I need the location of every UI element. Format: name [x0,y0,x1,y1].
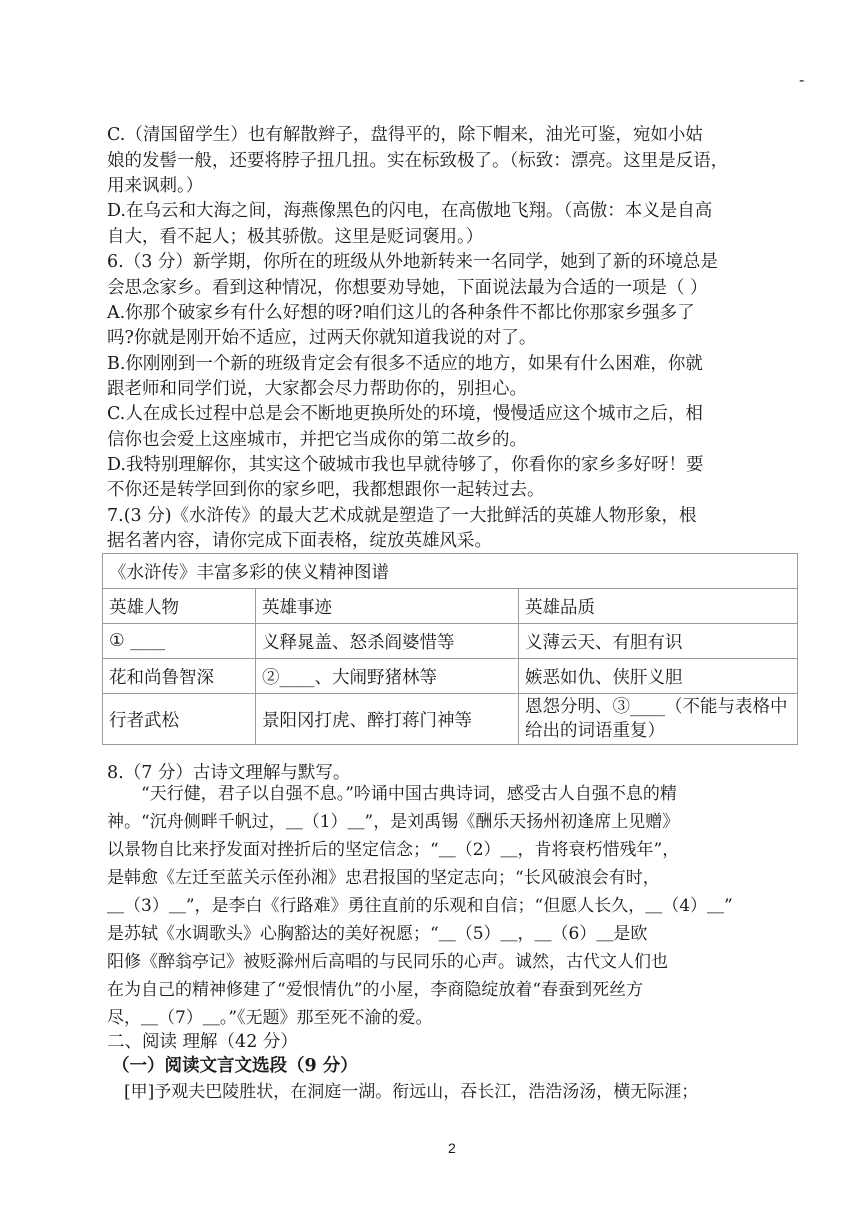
text-line: D.在乌云和大海之间，海燕像黑色的闪电，在高傲地飞翔。（高傲：本义是自高 [107,201,713,221]
question-7-stem: 据名著内容，请你完成下面表格，绽放英雄风采。 [107,531,492,551]
text-line: 自大，看不起人；极其骄傲。这里是贬词褒用。） [107,227,484,247]
table-row [103,694,798,745]
table-header-cell: 英雄人物 [103,589,256,624]
question-7-stem: 7.(3 分)《水浒传》的最大艺术成就是塑造了一大批鲜活的英雄人物形象，根 [107,506,697,526]
text-line: “天行健，君子以自强不息。”吟诵中国古典诗词，感受古人自强不息的精 [107,784,677,804]
table-header-cell: 英雄事迹 [256,589,519,624]
text-line: 是苏轼《水调歌头》心胸豁达的美好祝愿；“＿（5）＿，＿（6）＿是欧 [107,924,648,944]
table-title: 《水浒传》丰富多彩的侠义精神图谱 [103,554,798,589]
option-c: C.人在成长过程中总是会不断地更换所处的环境，慢慢适应这个城市之后，相 [107,404,703,424]
text-line: ＿（3）＿”，是李白《行路难》勇往直前的乐观和自信；“但愿人长久，＿（4）＿” [107,896,733,916]
table-cell: 嫉恶如仇、侠肝义胆 [519,659,798,694]
table-row [103,624,798,659]
page-number: 2 [448,1140,456,1156]
text-line: 娘的发髻一般，还要将脖子扭几扭。实在标致极了。（标致：漂亮。这里是反语， [107,151,729,171]
table-cell: 义释晁盖、怒杀阎婆惜等 [256,624,519,659]
option-b: B.你刚刚到一个新的班级肯定会有很多不适应的地方，如果有什么困难，你就 [107,354,703,374]
text-line: 神。“沉舟侧畔千帆过，＿（1）＿”，是刘禹锡《酬乐天扬州初逢席上见赠》 [107,812,680,832]
option-b: 跟老师和同学们说，大家都会尽力帮助你的，别担心。 [107,379,527,399]
table-cell: ②____、大闹野猪林等 [256,659,519,694]
option-a: 吗?你就是刚开始不适应，过两天你就知道我说的对了。 [107,328,537,348]
table-cell: 行者武松 [103,694,256,745]
table-cell: 花和尚鲁智深 [103,659,256,694]
text-line: 是韩愈《左迁至蓝关示侄孙湘》忠君报国的坚定志向；“长风破浪会有时， [107,868,660,888]
text-line: 在为自己的精神修建了“爱恨情仇”的小屋，李商隐绽放着“春蚕到死丝方 [107,980,644,1000]
table-header-cell: 英雄品质 [519,589,798,624]
question-6-stem: 会思念家乡。看到这种情况，你想要劝导她，下面说法最为合适的一项是（ ） [107,278,708,298]
heroes-table [102,553,798,745]
page-corner-mark: - [799,70,805,89]
question-6-stem: 6.（3 分）新学期，你所在的班级从外地新转来一名同学，她到了新的环境总是 [107,252,718,272]
text-line: 阳修《醉翁亭记》被贬滁州后高唱的与民同乐的心声。诚然，古代文人们也 [107,952,668,972]
option-d: 不你还是转学回到你的家乡吧，我都想跟你一起转过去。 [107,480,545,500]
option-a: A.你那个破家乡有什么好想的呀?咱们这儿的各种条件不都比你那家乡强多了 [107,303,695,323]
question-8-title: 8.（7 分）古诗文理解与默写。 [107,763,351,783]
text-line: 尽，＿（7）＿。”《无题》那至死不渝的爱。 [107,1008,433,1028]
text-line: C.（清国留学生）也有解散辫子，盘得平的，除下帽来，油光可鉴，宛如小姑 [107,125,703,145]
table-cell: 义薄云天、有胆有识 [519,624,798,659]
table-cell: ① ____ [103,624,256,659]
table-cell: 恩怨分明、③____（不能与表格中给出的词语重复） [519,694,798,745]
section-heading: 二、阅读 理解（42 分） [107,1032,298,1052]
table-header-row [103,589,798,624]
option-c: 信你也会爱上这座城市，并把它当成你的第二故乡的。 [107,430,527,450]
subsection-heading: （一）阅读文言文选段（9 分） [112,1056,358,1076]
option-d: D.我特别理解你，其实这个破城市我也早就待够了，你看你的家乡多好呀！要 [107,455,704,475]
text-line: 用来讽刺。） [107,176,204,196]
text-line: 以景物自比来抒发面对挫折后的坚定信念；“＿（2）＿，肯将衰朽惜残年”， [107,840,680,860]
passage-line: [甲]予观夫巴陵胜状，在洞庭一湖。衔远山，吞长江，浩浩汤汤，横无际涯； [107,1082,699,1102]
table-cell: 景阳冈打虎、醉打蒋门神等 [256,694,519,745]
table-row [103,659,798,694]
